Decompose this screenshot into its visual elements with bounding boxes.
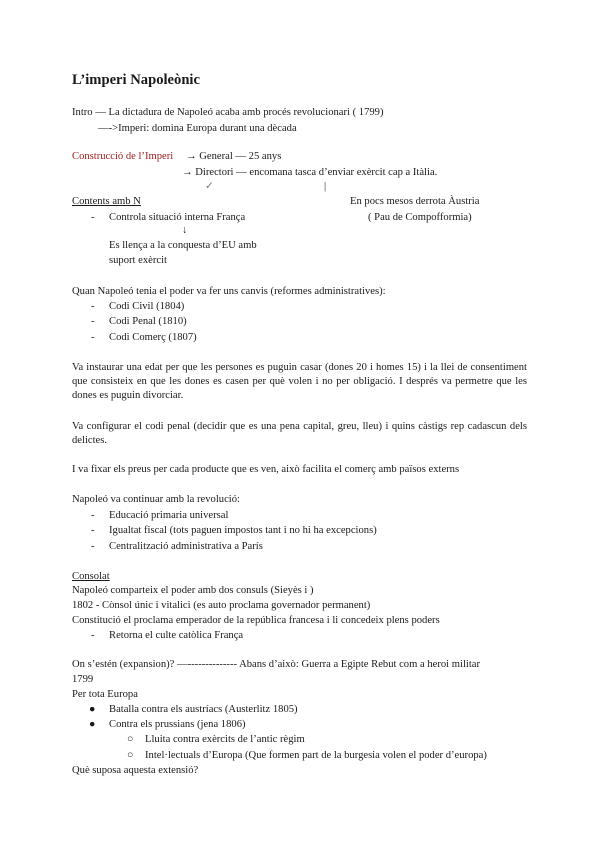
consolat-line: Napoleó comparteix el poder amb dos consuls (Sieyès i ) — [72, 585, 314, 596]
construccio-directori: → Directori — encomana tasca d’enviar exèrcit cap a Itàlia. — [182, 167, 438, 178]
expansio-bullet: Batalla contra els austríacs (Austerlitz 1805) — [109, 704, 298, 715]
conquesta-line-2: suport exèrcit — [109, 255, 167, 266]
bullet-marker: ● — [89, 704, 96, 715]
expansio-question: Què suposa aquesta extensió? — [72, 765, 199, 776]
consolat-heading: Consolat — [72, 571, 110, 582]
revolucio-intro: Napoleó va continuar amb la revolució: — [72, 494, 240, 505]
revolucio-item: - Igualtat fiscal (tots paguen impostos tant i no hi ha excepcions) — [109, 524, 377, 538]
reforma-item: - Codi Comerç (1807) — [109, 331, 197, 345]
down-arrow: ↓ — [182, 225, 188, 236]
intro-imperi-line: —->Imperi: domina Europa durant una dècada — [98, 123, 297, 134]
revolucio-item: - Centralització administrativa a París — [109, 540, 263, 554]
expansio-subbullet: Intel·lectuals d’Europa (Que formen part de la burgesia volen el poder d’europa) — [145, 750, 487, 761]
consolat-item: - Retorna el culte catòlica França — [109, 629, 243, 643]
expansio-line: On s’estén (expansion)? —-------------- Abans d’això: Guerra a Egipte Rebut com a heroi militar — [72, 659, 480, 670]
contents-heading: Contents amb N — [72, 196, 141, 207]
per-tota-europa: Per tota Europa — [72, 689, 138, 700]
consolat-line: 1802 - Cònsol únic i vitalici (es auto proclama governador permanent) — [72, 600, 371, 611]
reforma-item: - Codi Civil (1804) — [109, 300, 184, 314]
bullet-marker: ● — [89, 719, 96, 730]
consolat-line: Constitució el proclama emperador de la república francesa i li concedeix plens poders — [72, 615, 440, 626]
reforma-item: - Codi Penal (1810) — [109, 315, 187, 329]
construccio-label: Construcció de l’Imperi — [72, 151, 174, 162]
paragraph-codi-penal: Va configurar el codi penal (decidir que es una pena capital, greu, lleu) i quins càstigs rep cadascun dels delictes. — [72, 421, 527, 446]
pau-compofformia: ( Pau de Compofformia) — [368, 212, 472, 223]
vertical-bar-mark: | — [324, 181, 327, 192]
paragraph-matrimoni: Va instaurar una edat per que les persones es puguin casar (dones 20 i homes 15) i la llei de consentiment que consisteix en que les dones es casen per què volen i no per obligació. I després va permetre que les dones es puguin divorciar. — [72, 362, 527, 401]
reformes-intro: Quan Napoleó tenia el poder va fer uns canvis (reformes administratives): — [72, 286, 386, 297]
paragraph-preus: I va fixar els preus per cada producte que es ven, això facilita el comerç amb països externs — [72, 464, 460, 475]
construccio-general: → General — 25 anys — [186, 151, 282, 162]
sub-bullet-marker: ○ — [127, 734, 134, 745]
sub-bullet-marker: ○ — [127, 750, 134, 761]
revolucio-item: - Educació primaria universal — [109, 509, 228, 523]
document-title: L’imperi Napoleònic — [72, 72, 200, 88]
check-mark: ✓ — [205, 181, 214, 192]
derrota-austria: En pocs mesos derrota Àustria — [350, 196, 480, 207]
intro-line: Intro — La dictadura de Napoleó acaba amb procés revolucionari ( 1799) — [72, 107, 384, 118]
conquesta-line-1: Es llença a la conquesta d’EU amb — [109, 240, 257, 251]
expansio-subbullet: Lluita contra exèrcits de l’antic règim — [145, 734, 305, 745]
expansio-bullet: Contra els prussians (jena 1806) — [109, 719, 246, 730]
expansio-year: 1799 — [72, 674, 94, 685]
contents-item: - Controla situació interna França — [109, 211, 245, 225]
